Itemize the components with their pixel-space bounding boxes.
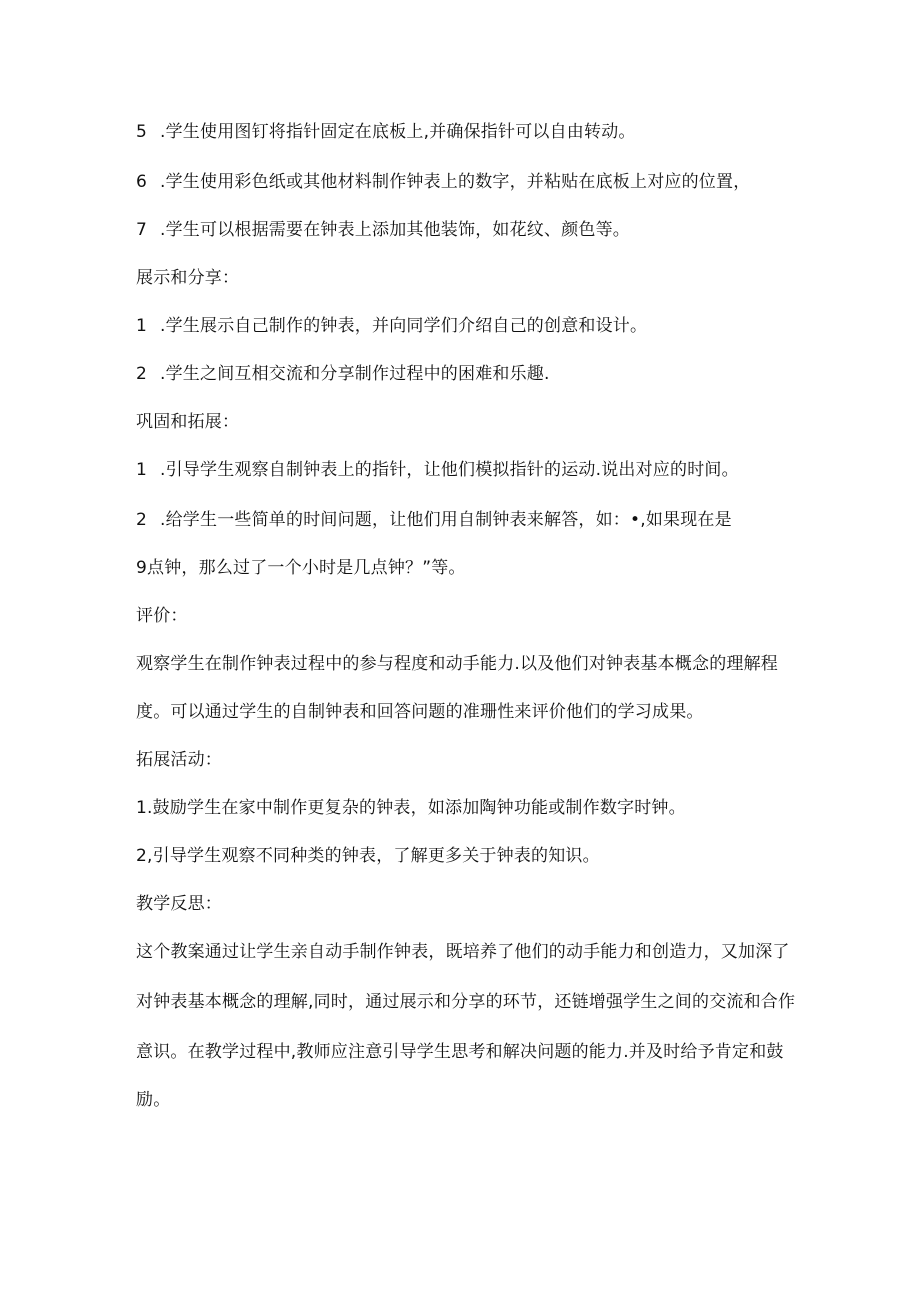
list-item: 1.鼓励学生在家中制作更复杂的钟表，如添加陶钟功能或制作数字时钟。 <box>136 798 686 818</box>
list-item <box>136 508 732 532</box>
item-number: 2 <box>136 510 148 530</box>
paragraph-line: 对钟表基本概念的理解,同时，通过展示和分享的环节，还链增强学生之间的交流和合作 <box>136 992 796 1012</box>
item-text: .学生展示自己制作的钟表，并向同学们介绍自己的创意和设计。 <box>160 316 648 336</box>
section-heading-show: 展示和分享： <box>136 268 240 288</box>
list-item: 2,引导学生观察不同种类的钟表，了解更多关于钟表的知识。 <box>136 846 600 866</box>
section-heading-extend: 拓展活动： <box>136 750 222 770</box>
step-number: 6 <box>136 172 148 192</box>
item-text: .学生之间互相交流和分享制作过程中的困难和乐趣. <box>160 364 550 384</box>
paragraph-line: 观察学生在制作钟表过程中的参与程度和动手能力.以及他们对钟表基本概念的理解程 <box>136 654 779 674</box>
step-item <box>136 218 630 242</box>
paragraph-continuation: 9点钟，那么过了一个小时是几点钟？”等。 <box>136 558 466 578</box>
item-number: 1 <box>136 316 148 336</box>
list-item <box>136 458 739 482</box>
step-number: 7 <box>136 220 148 240</box>
item-number: 1 <box>136 460 148 480</box>
paragraph-line: 这个教案通过让学生亲自动手制作钟表，既培养了他们的动手能力和创造力，又加深了 <box>136 942 790 962</box>
step-text: .学生使用图钉将指针固定在底板上,并确保指针可以自由转动。 <box>160 122 636 142</box>
section-heading-eval: 评价： <box>136 606 188 626</box>
section-heading-reflect: 教学反思： <box>136 894 222 914</box>
section-heading-consolidate: 巩固和拓展： <box>136 412 240 432</box>
list-item <box>136 314 647 338</box>
list-item <box>136 362 550 386</box>
step-number: 5 <box>136 122 148 142</box>
paragraph-line: 意识。在教学过程中,教师应注意引导学生思考和解决问题的能力.并及时给予肯定和鼓 <box>136 1042 784 1062</box>
paragraph-line: 度。可以通过学生的自制钟表和回答问题的准珊性来评价他们的学习成果。 <box>136 702 704 722</box>
step-item <box>136 170 750 194</box>
item-number: 2 <box>136 364 148 384</box>
item-text: .引导学生观察自制钟表上的指针，让他们模拟指针的运动.说出对应的时间。 <box>160 460 739 480</box>
paragraph-line: 励。 <box>136 1090 171 1110</box>
step-text: .学生可以根据需要在钟表上添加其他装饰，如花纹、颜色等。 <box>160 220 631 240</box>
item-text: .给学生一些简单的时间问题，让他们用自制钟表来解答，如：•,如果现在是 <box>160 510 732 530</box>
step-item <box>136 120 636 144</box>
step-text: .学生使用彩色纸或其他材料制作钟表上的数字，并粘贴在底板上对应的位置， <box>160 172 751 192</box>
